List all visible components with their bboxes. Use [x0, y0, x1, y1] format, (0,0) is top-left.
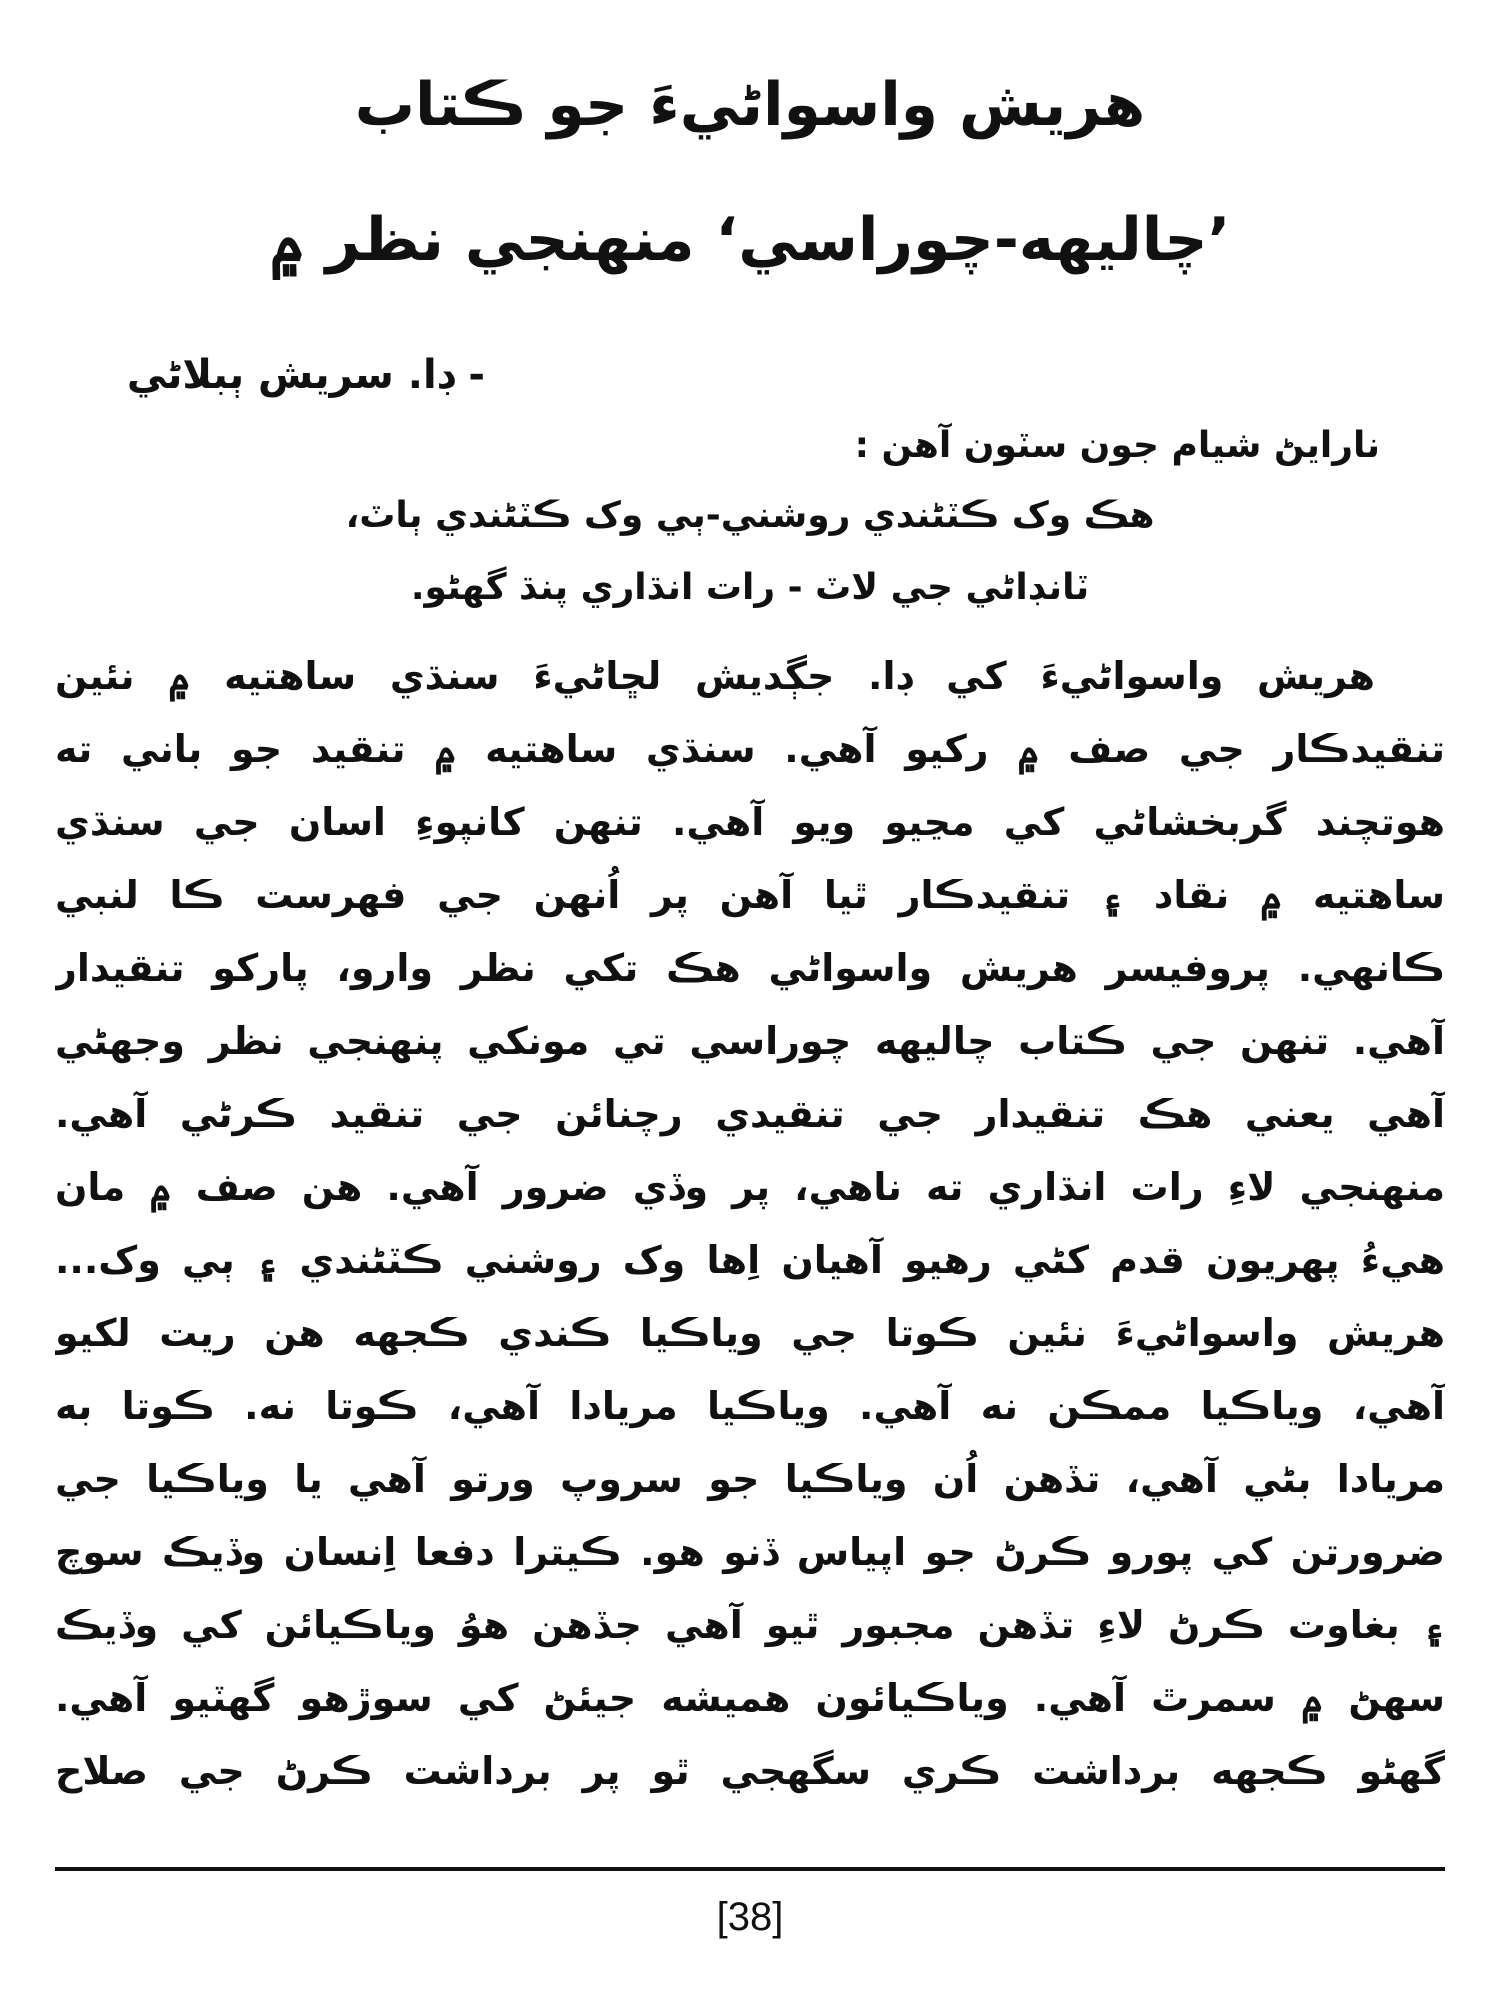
body-line: هريش واسواڻيءَ کي ڊا. جڳديش لڇاڻيءَ سنڌي ساهتيه ۾ نئين [55, 654, 1375, 698]
author-byline: - ڊا. سريش ٻبلاڻي [126, 352, 485, 398]
body-line: هيءُ پهريون قدم کڻي رهيو آهيان اِها وک روشني ڪٽڻندي ۽ ٻي وک... [55, 1238, 1445, 1282]
body-paragraph [55, 640, 1445, 1808]
intro-line: نارايڻ شيام جون سٽون آهن : [854, 425, 1380, 466]
body-line: گهڻو ڪجهه برداشت ڪري سگهجي ٿو پر برداشت ڪرڻ جي صلاح [55, 1749, 1445, 1793]
body-line: مريادا بڻي آهي، تڏهن اُن وياڪيا جو سروپ ورتو آهي يا وياڪيا جي [55, 1457, 1445, 1501]
verse-line-1: هڪ وک ڪٽڻندي روشني-ٻي وک ڪٽڻندي ٻاٽ، [345, 495, 1155, 536]
body-line: آهي. تنهن جي ڪتاب چاليهه چوراسي تي مونکي پنهنجي نظر وجهڻي [55, 1019, 1445, 1063]
footer-rule [55, 1867, 1445, 1871]
body-line: هوتچند گربخشاڻي کي مڃيو ويو آهي. تنهن کانپوءِ اسان جي سنڌي [55, 800, 1445, 844]
body-line: ساهتيه ۾ نقاد ۽ تنقيدڪار ٿيا آهن پر اُنهن جي فهرست ڪا لنبي [55, 873, 1445, 917]
body-line: منهنجي لاءِ رات انڌاري ته ناهي، پر وڏي ضرور آهي. هن صف ۾ مان [55, 1165, 1445, 1209]
title-line-2: ’چاليهه-چوراسي‘ منهنجي نظر ۾ [269, 205, 1231, 275]
body-line: آهي يعني هڪ تنقيدار جي تنقيدي رچنائن جي تنقيد ڪرڻي آهي. [55, 1092, 1445, 1136]
body-line: ضرورتن کي پورو ڪرڻ جو اپياس ڏنو هو. ڪيترا دفعا اِنسان وڏيڪ سوچ [55, 1530, 1445, 1574]
page-number: [38] [716, 1895, 784, 1939]
body-line: سهڻ ۾ سمرٿ آهي. وياڪيائون هميشه جيئڻ کي سوڙهو گهٽيو آهي. [55, 1676, 1445, 1720]
title-line-1: هريش واسواڻيءَ جو ڪتاب [354, 70, 1146, 140]
body-line: آهي، وياڪيا ممڪن نه آهي. وياڪيا مريادا آهي، ڪوتا نه. ڪوتا به [55, 1384, 1445, 1428]
verse-line-2: ٽانڊاڻي جي لاٽ - رات انڌاري پنڌ گهڻو. [410, 567, 1090, 608]
body-line: ۽ بغاوت ڪرڻ لاءِ تڏهن مجبور ٿيو آهي جڏهن هوُ وياڪيائن کي وڏيڪ [55, 1603, 1445, 1647]
body-line: تنقيدڪار جي صف ۾ رکيو آهي. سنڌي ساهتيه ۾ تنقيد جو باني ته [55, 727, 1445, 771]
body-line: ڪانهي. پروفيسر هريش واسواڻي هڪ تکي نظر وارو، پارکو تنقيدار [55, 946, 1445, 990]
body-line: هريش واسواڻيءَ نئين ڪوتا جي وياڪيا ڪندي ڪجهه هن ريت لکيو [55, 1311, 1445, 1355]
